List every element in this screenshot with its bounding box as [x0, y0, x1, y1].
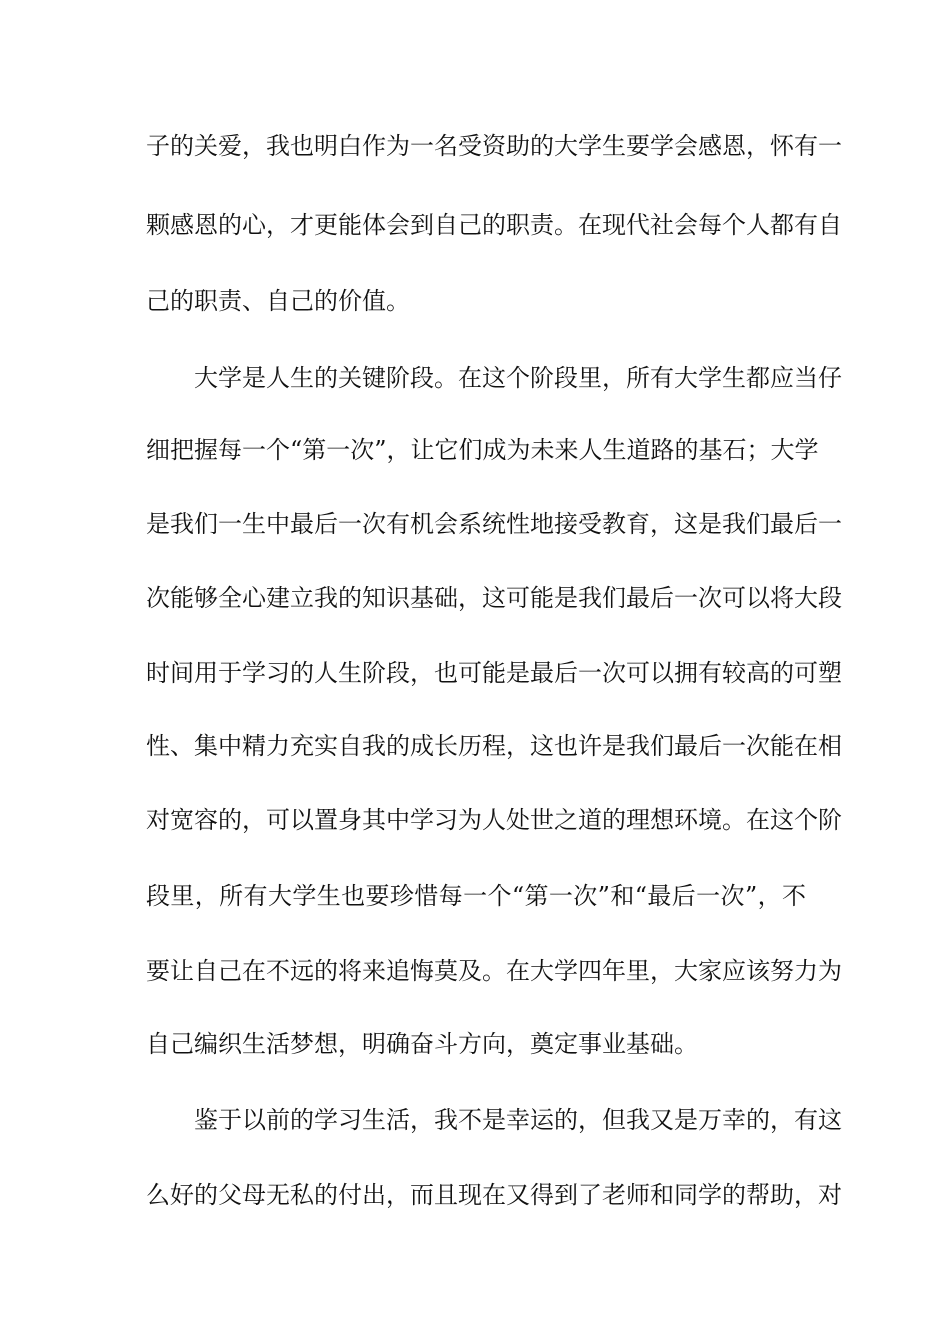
text-line: 颗感恩的心，才更能体会到自己的职责。在现代社会每个人都有自	[146, 211, 842, 239]
text-line: 己的职责、自己的价值。	[146, 287, 410, 315]
text-line: 段里，所有大学生也要珍惜每一个“第一次”和“最后一次”，不	[146, 882, 806, 910]
text-line: 是我们一生中最后一次有机会系统性地接受教育，这是我们最后一	[146, 510, 842, 538]
text-line: 鉴于以前的学习生活，我不是幸运的，但我又是万幸的，有这	[146, 1106, 842, 1134]
text-line: 细把握每一个“第一次”，让它们成为未来人生道路的基石；大学	[146, 436, 819, 464]
text-line: 要让自己在不远的将来追悔莫及。在大学四年里，大家应该努力为	[146, 957, 842, 985]
text-line: 子的关爱，我也明白作为一名受资助的大学生要学会感恩，怀有一	[146, 132, 842, 160]
text-line: 么好的父母无私的付出，而且现在又得到了老师和同学的帮助，对	[146, 1181, 842, 1209]
text-line: 时间用于学习的人生阶段，也可能是最后一次可以拥有较高的可塑	[146, 659, 842, 687]
text-line: 对宽容的，可以置身其中学习为人处世之道的理想环境。在这个阶	[146, 806, 842, 834]
text-line: 性、集中精力充实自我的成长历程，这也许是我们最后一次能在相	[146, 732, 842, 760]
text-line: 自己编织生活梦想，明确奋斗方向，奠定事业基础。	[146, 1030, 698, 1058]
text-line: 次能够全心建立我的知识基础，这可能是我们最后一次可以将大段	[146, 584, 842, 612]
text-line: 大学是人生的关键阶段。在这个阶段里，所有大学生都应当仔	[146, 364, 842, 392]
